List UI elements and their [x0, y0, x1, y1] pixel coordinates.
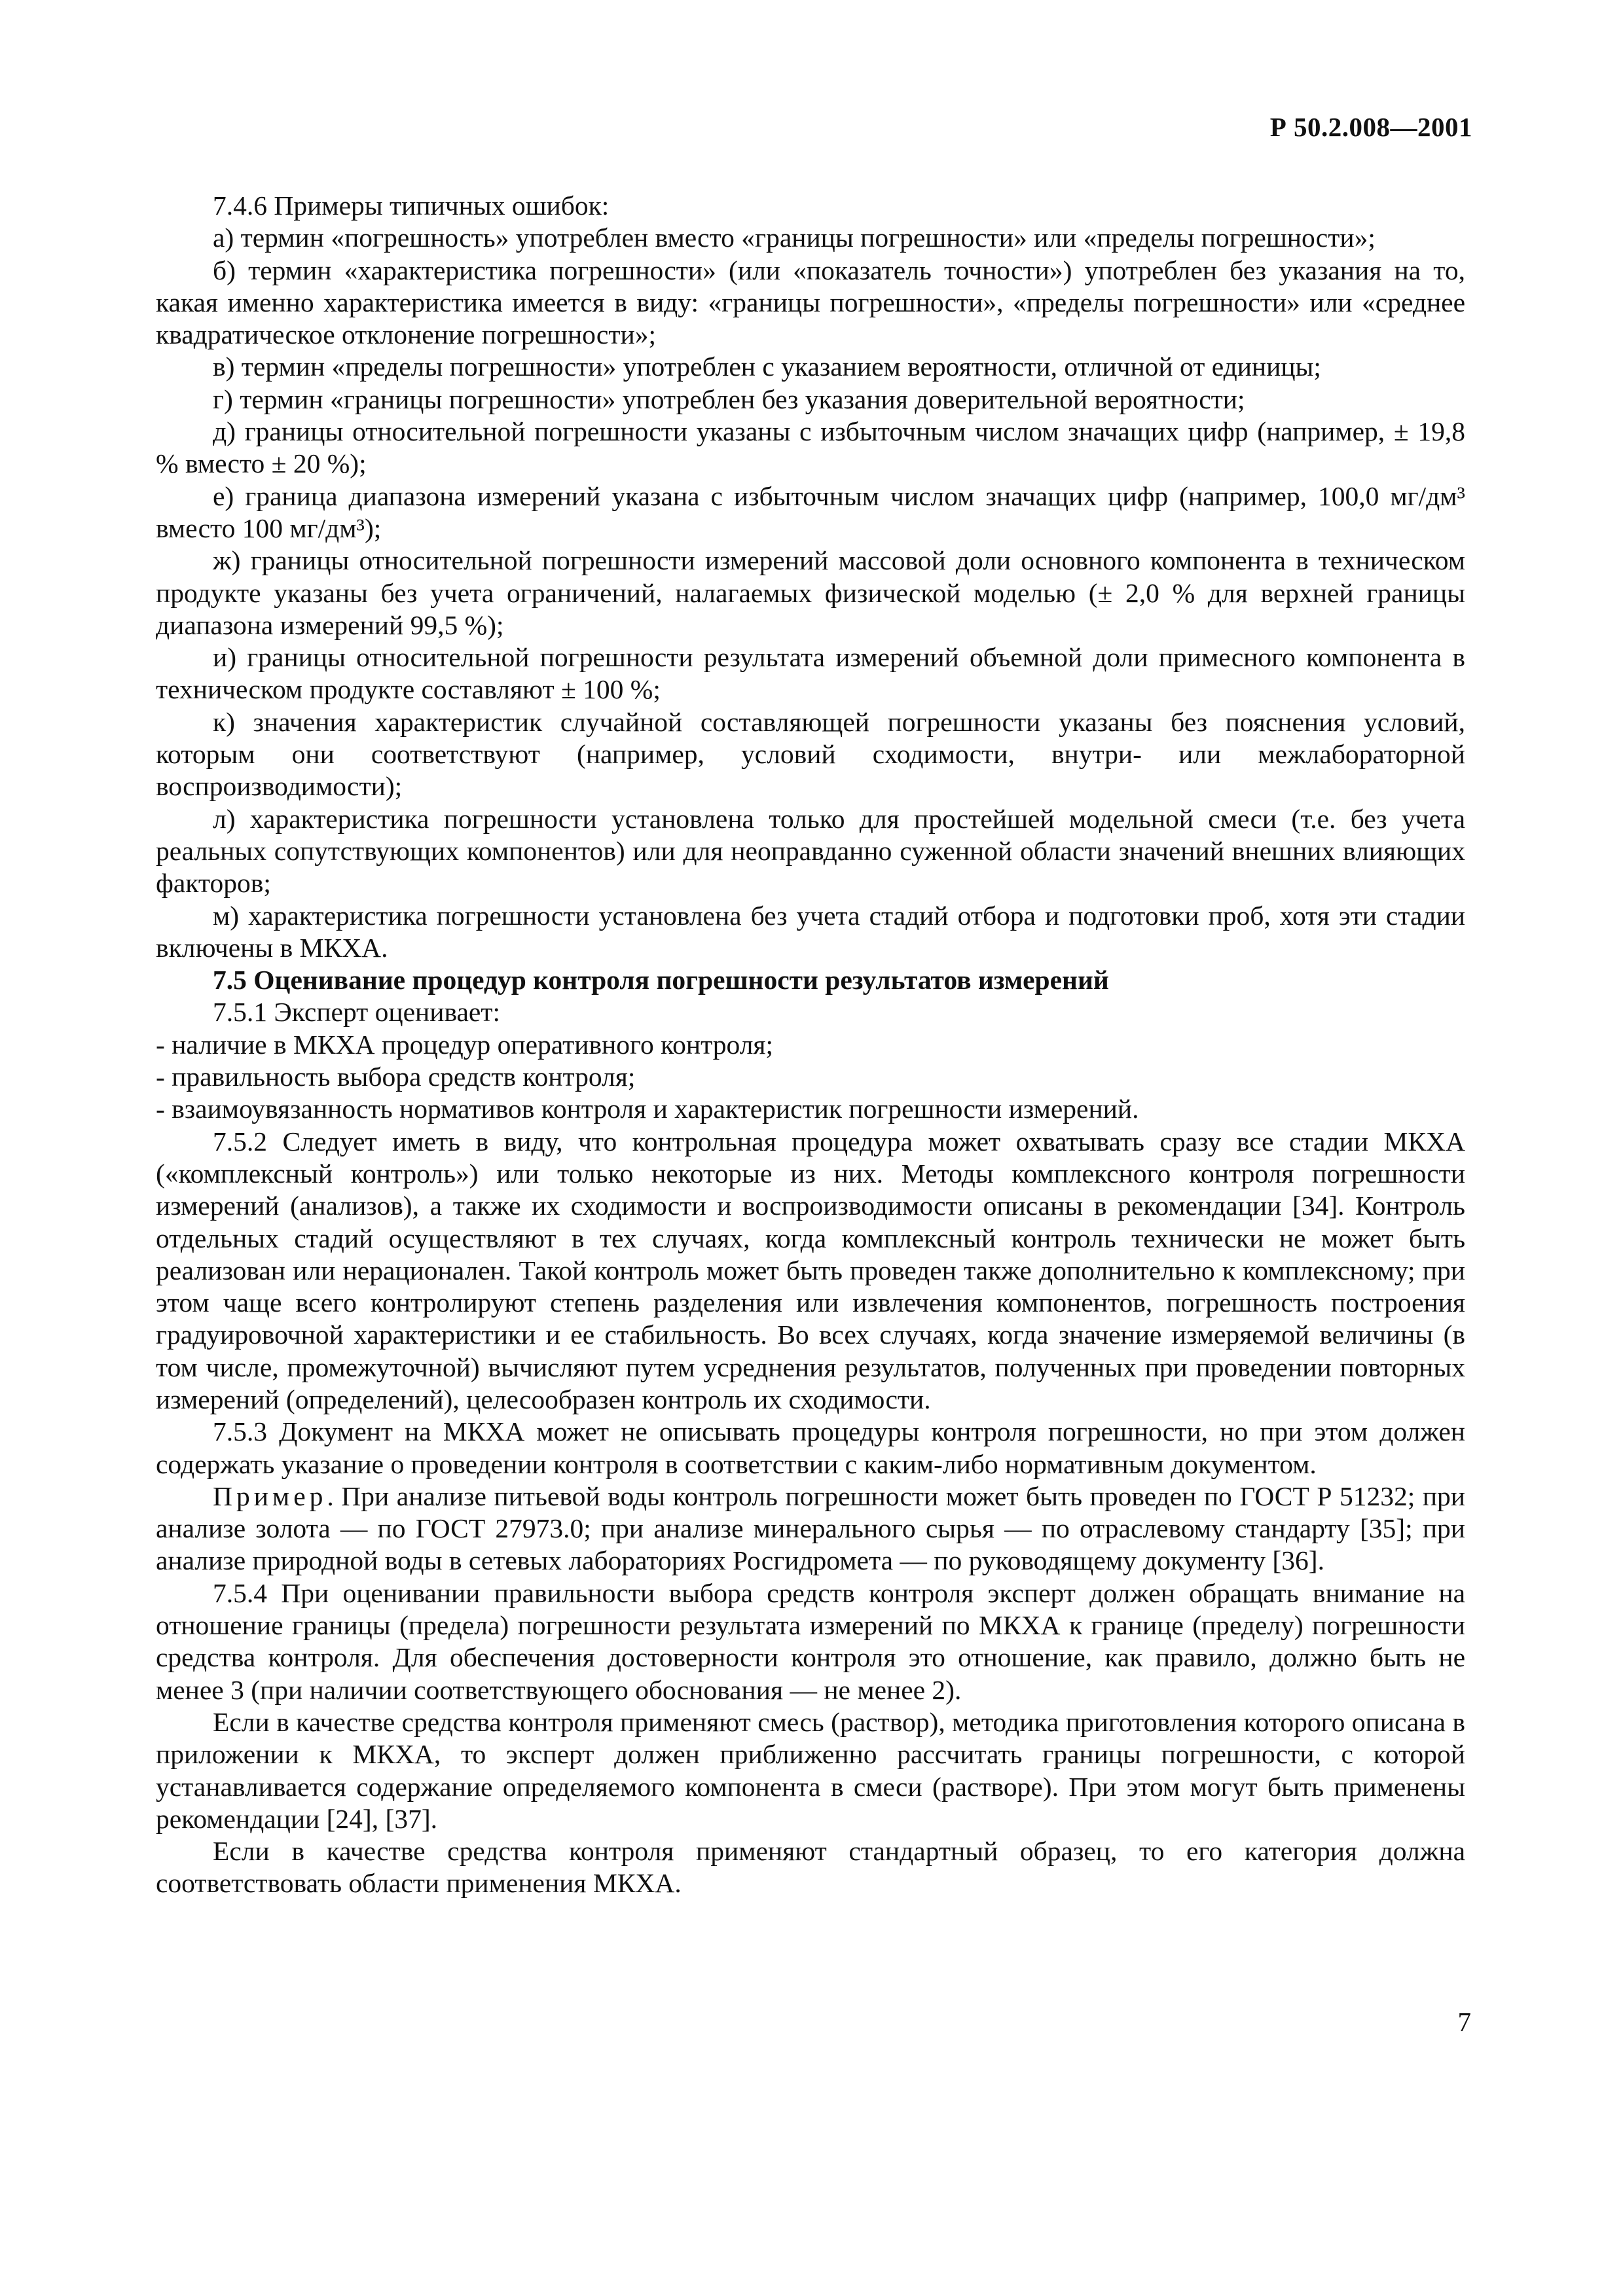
dash-item: - правильность выбора средств контроля;: [156, 1062, 636, 1092]
list-item-l: л) характеристика погрешности установлена только для простейшей модельной смеси (т.е. без учета реальных сопутствующих компонентов) или для неоправданно суженной области значений внешних влияющих факторов;: [156, 803, 1465, 899]
document-code: Р 50.2.008—2001: [1269, 112, 1472, 142]
list-item-d: д) границы относительной погрешности указаны с избыточным числом значащих цифр (например, ± 19,8 % вместо ± 20 %);: [156, 416, 1465, 479]
paragraph-mixture: Если в качестве средства контроля применяют смесь (раствор), методика приготовления которого описана в приложении к МКХА, то эксперт должен приближенно рассчитать границы погрешности, с которой устанавливается содержание определяемого компонента в смеси (растворе). При этом могут быть применены рекомендации [24], [37].: [156, 1706, 1465, 1834]
list-item-g: г) термин «границы погрешности» употреблен без указания доверительной вероятности;: [213, 384, 1245, 414]
paragraph-7-4-6: 7.4.6 Примеры типичных ошибок:: [213, 190, 610, 221]
list-item-m: м) характеристика погрешности установлена без учета стадий отбора и подготовки проб, хотя эти стадии включены в МКХА.: [156, 900, 1465, 963]
paragraph-7-5-4: 7.5.4 При оценивании правильности выбора средств контроля эксперт должен обращать внимание на отношение границы (предела) погрешности результата измерений по МКХА к границе (пределу) погрешности средства контроля. Для обеспечения достоверности контроля это отношение, как правило, должно быть не менее 3 (при наличии соответствующего обоснования — не менее 2).: [156, 1577, 1465, 1705]
body-text: [156, 190, 1465, 1900]
section-heading-7-5: 7.5 Оценивание процедур контроля погрешности результатов измерений: [213, 965, 1109, 996]
list-item-i: и) границы относительной погрешности результата измерений объемной доли примесного компонента в техническом продукте составляют ± 100 %;: [156, 642, 1465, 705]
list-item-k: к) значения характеристик случайной составляющей погрешности указаны без пояснения условий, которым они соответствуют (например, условий сходимости, внутри- или межлабораторной воспроизводимости);: [156, 706, 1465, 802]
list-item-b: б) термин «характеристика погрешности» (или «показатель точности») употреблен без указания на то, какая именно характеристика имеется в виду: «границы погрешности», «пределы погрешности» или «среднее квадратическое отклонение погрешности»;: [156, 255, 1465, 350]
paragraph-standard-sample: Если в качестве средства контроля применяют стандартный образец, то его категория должна соответствовать области применения МКХА.: [156, 1836, 1465, 1899]
dash-item: - взаимоувязанность нормативов контроля и характеристик погрешности измерений.: [156, 1094, 1139, 1124]
paragraph-7-5-3: 7.5.3 Документ на МКХА может не описывать процедуры контроля погрешности, но при этом должен содержать указание о проведении контроля в соответствии с каким-либо нормативным документом.: [156, 1416, 1465, 1479]
example-lead: Пример: [213, 1480, 327, 1511]
paragraph-7-5-2: 7.5.2 Следует иметь в виду, что контрольная процедура может охватывать сразу все стадии МКХА («комплексный контроль») или только некоторые из них. Методы комплексного контроля погрешности измерений (анализов), а также их сходимости и воспроизводимости описаны в рекомендации [34]. Контроль отдельных стадий осуществляют в тех случаях, когда комплексный контроль технически не может быть реализован или нерационален. Такой контроль может быть проведен также дополнительно к комплексному; при этом чаще всего контролируют степень разделения или извлечения компонентов, погрешность построения градуировочной характеристики и ее стабильность. Во всех случаях, когда значение измеряемой величины (в том числе, промежуточной) вычисляют путем усреднения результатов, полученных при проведении повторных измерений (определений), целесообразен контроль их сходимости.: [156, 1126, 1465, 1414]
list-item-zh: ж) границы относительной погрешности измерений массовой доли основного компонента в техническом продукте указаны без учета ограничений, налагаемых физической моделью (± 2,0 % для верхней границы диапазона измерений 99,5 %);: [156, 545, 1465, 640]
example-paragraph: [156, 1480, 1465, 1577]
list-item-e: е) граница диапазона измерений указана с избыточным числом значащих цифр (например, 100,0 мг/дм³ вместо 100 мг/дм³);: [156, 480, 1465, 543]
paragraph-7-5-1: 7.5.1 Эксперт оценивает:: [213, 997, 501, 1028]
list-item-v: в) термин «пределы погрешности» употреблен с указанием вероятности, отличной от единицы;: [213, 351, 1321, 382]
example-text: . При анализе питьевой воды контроль погрешности может быть проведен по ГОСТ Р 51232; при анализе золота — по ГОСТ 27973.0; при анализе минерального сырья — по отраслевому стандарту [35]; при анализе природной воды в сетевых лабораториях Росгидромета — по руководящему документу [36].: [156, 1480, 1465, 1576]
dash-item: - наличие в МКХА процедур оперативного контроля;: [156, 1029, 774, 1060]
list-item-a: а) термин «погрешность» употреблен вместо «границы погрешности» или «пределы погрешности»;: [213, 223, 1376, 253]
page-number: 7: [1457, 2007, 1471, 2037]
